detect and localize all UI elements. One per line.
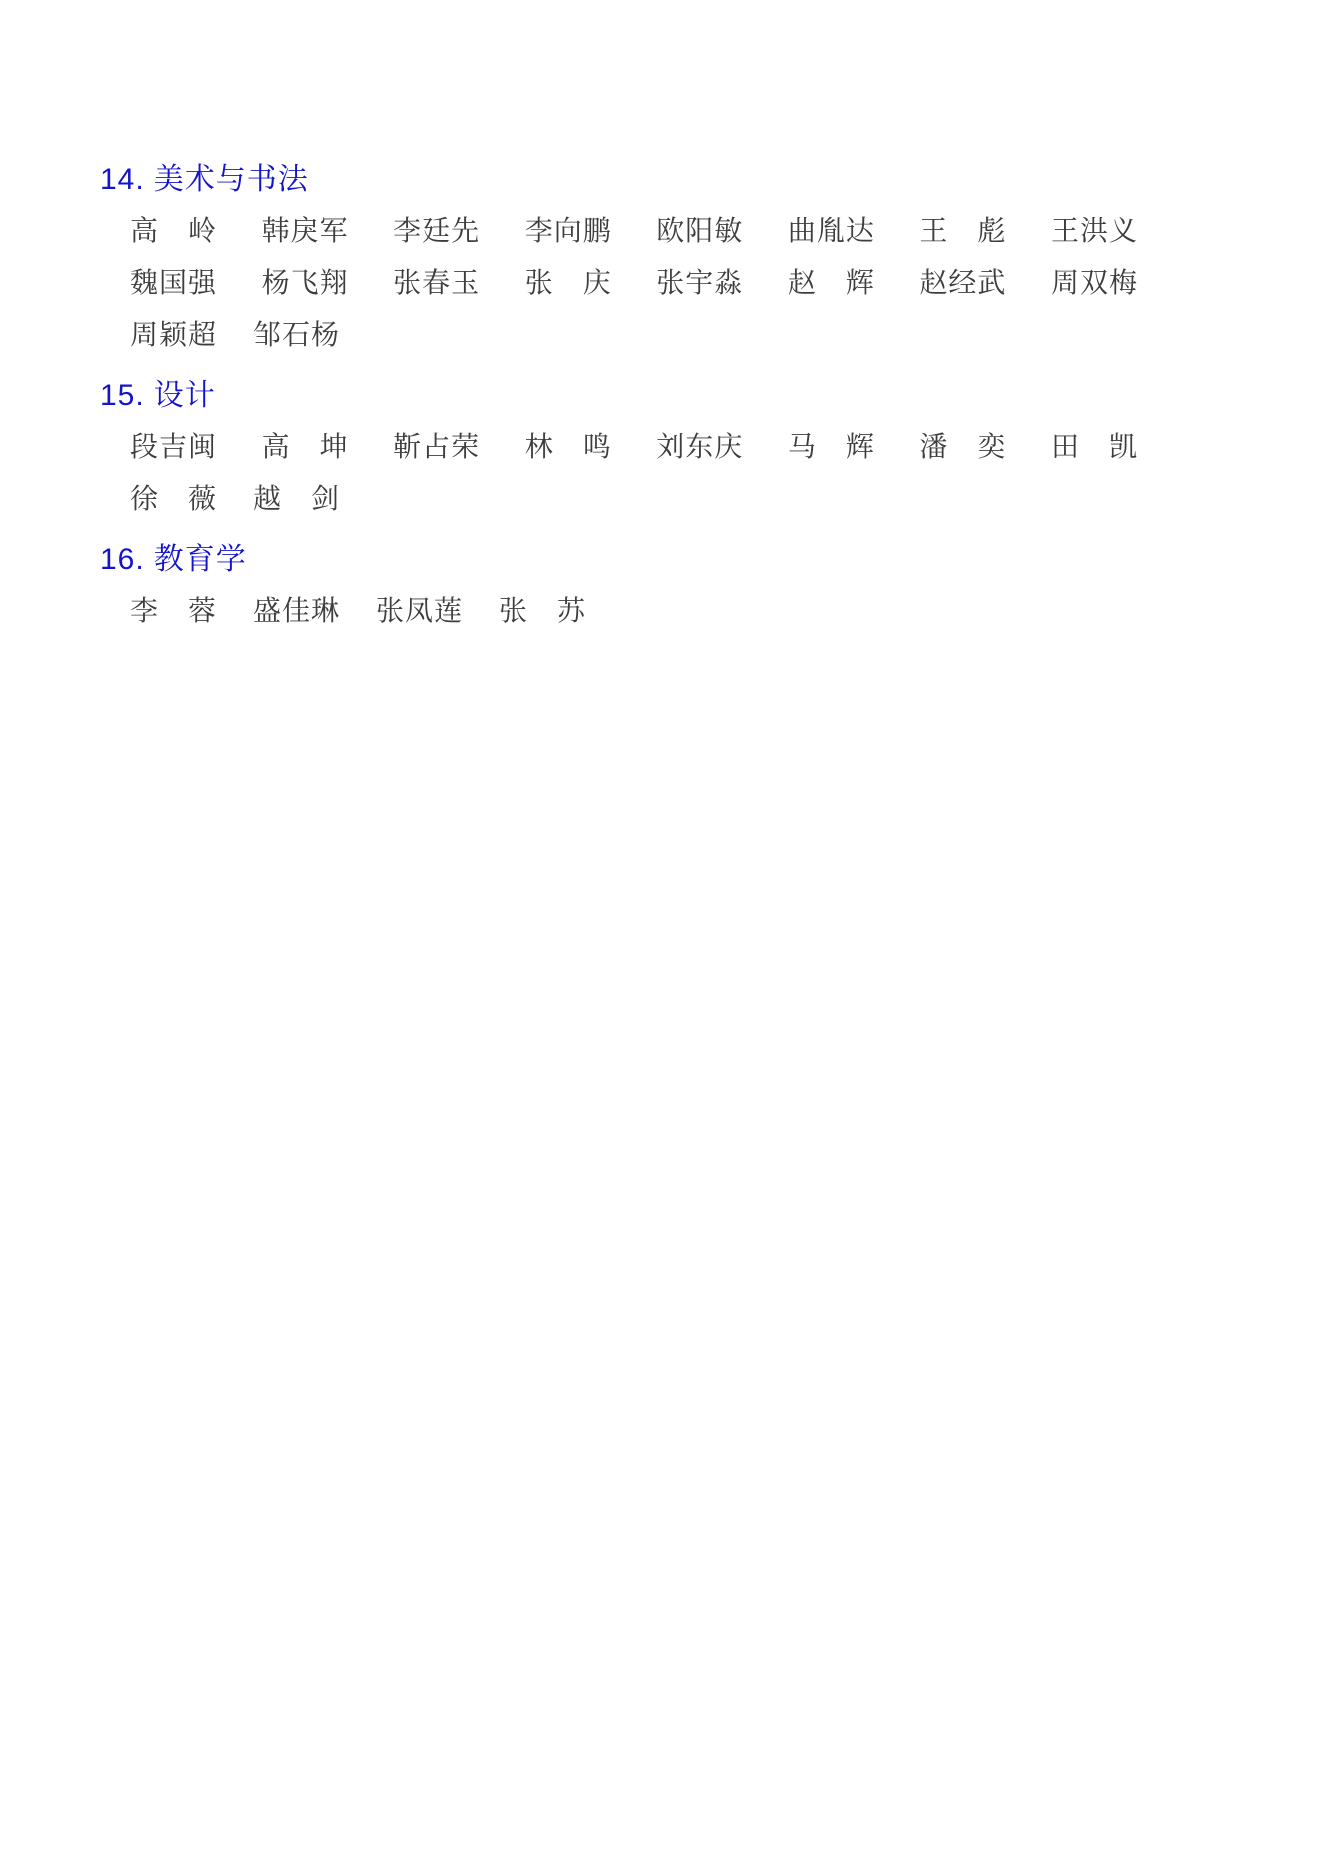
section-heading [100,376,1242,416]
person-name: 张春玉 [393,268,481,299]
person-name: 杨飞翔 [261,268,349,299]
person-name: 张宇淼 [656,268,744,299]
names-row [130,310,1138,362]
person-name: 张凤莲 [376,596,464,627]
person-name: 周双梅 [1050,268,1138,299]
names-row [130,258,1138,310]
person-name: 田 凯 [1050,432,1138,463]
person-name: 周颖超 [130,320,218,351]
person-name: 赵 辉 [787,268,875,299]
person-name: 盛佳琳 [253,596,341,627]
person-name: 段吉闽 [130,432,218,463]
person-name: 曲胤达 [787,216,875,247]
person-name: 李 蓉 [130,596,218,627]
subject-section [100,376,1242,526]
person-name: 潘 奕 [919,432,1007,463]
section-heading [100,540,1242,580]
names-row [130,422,1138,474]
person-name: 王洪义 [1050,216,1138,247]
section-number: 16. [100,543,145,576]
section-title: 设计 [153,379,216,412]
person-name: 王 彪 [919,216,1007,247]
person-name: 张 苏 [499,596,587,627]
section-heading [100,160,1242,200]
person-name: 魏国强 [130,268,218,299]
person-name: 高 岭 [130,216,218,247]
person-name: 韩戾军 [261,216,349,247]
section-rows [100,586,1242,638]
names-row [130,206,1138,258]
subject-section [100,540,1242,638]
section-number: 15. [100,379,145,412]
person-name: 高 坤 [261,432,349,463]
sections-container [100,160,1242,638]
section-rows [100,422,1242,526]
person-name: 越 剑 [253,484,341,515]
section-number: 14. [100,163,145,196]
names-row [130,586,1138,638]
person-name: 李向鹏 [524,216,612,247]
person-name: 李廷先 [393,216,481,247]
section-title: 教育学 [153,543,247,576]
person-name: 欧阳敏 [656,216,744,247]
person-name: 张 庆 [524,268,612,299]
names-row [130,474,1138,526]
person-name: 刘东庆 [656,432,744,463]
person-name: 林 鸣 [524,432,612,463]
person-name: 邹石杨 [253,320,341,351]
person-name: 赵经武 [919,268,1007,299]
section-title: 美术与书法 [153,163,309,196]
person-name: 马 辉 [787,432,875,463]
section-rows [100,206,1242,362]
subject-section [100,160,1242,362]
person-name: 靳占荣 [393,432,481,463]
person-name: 徐 薇 [130,484,218,515]
